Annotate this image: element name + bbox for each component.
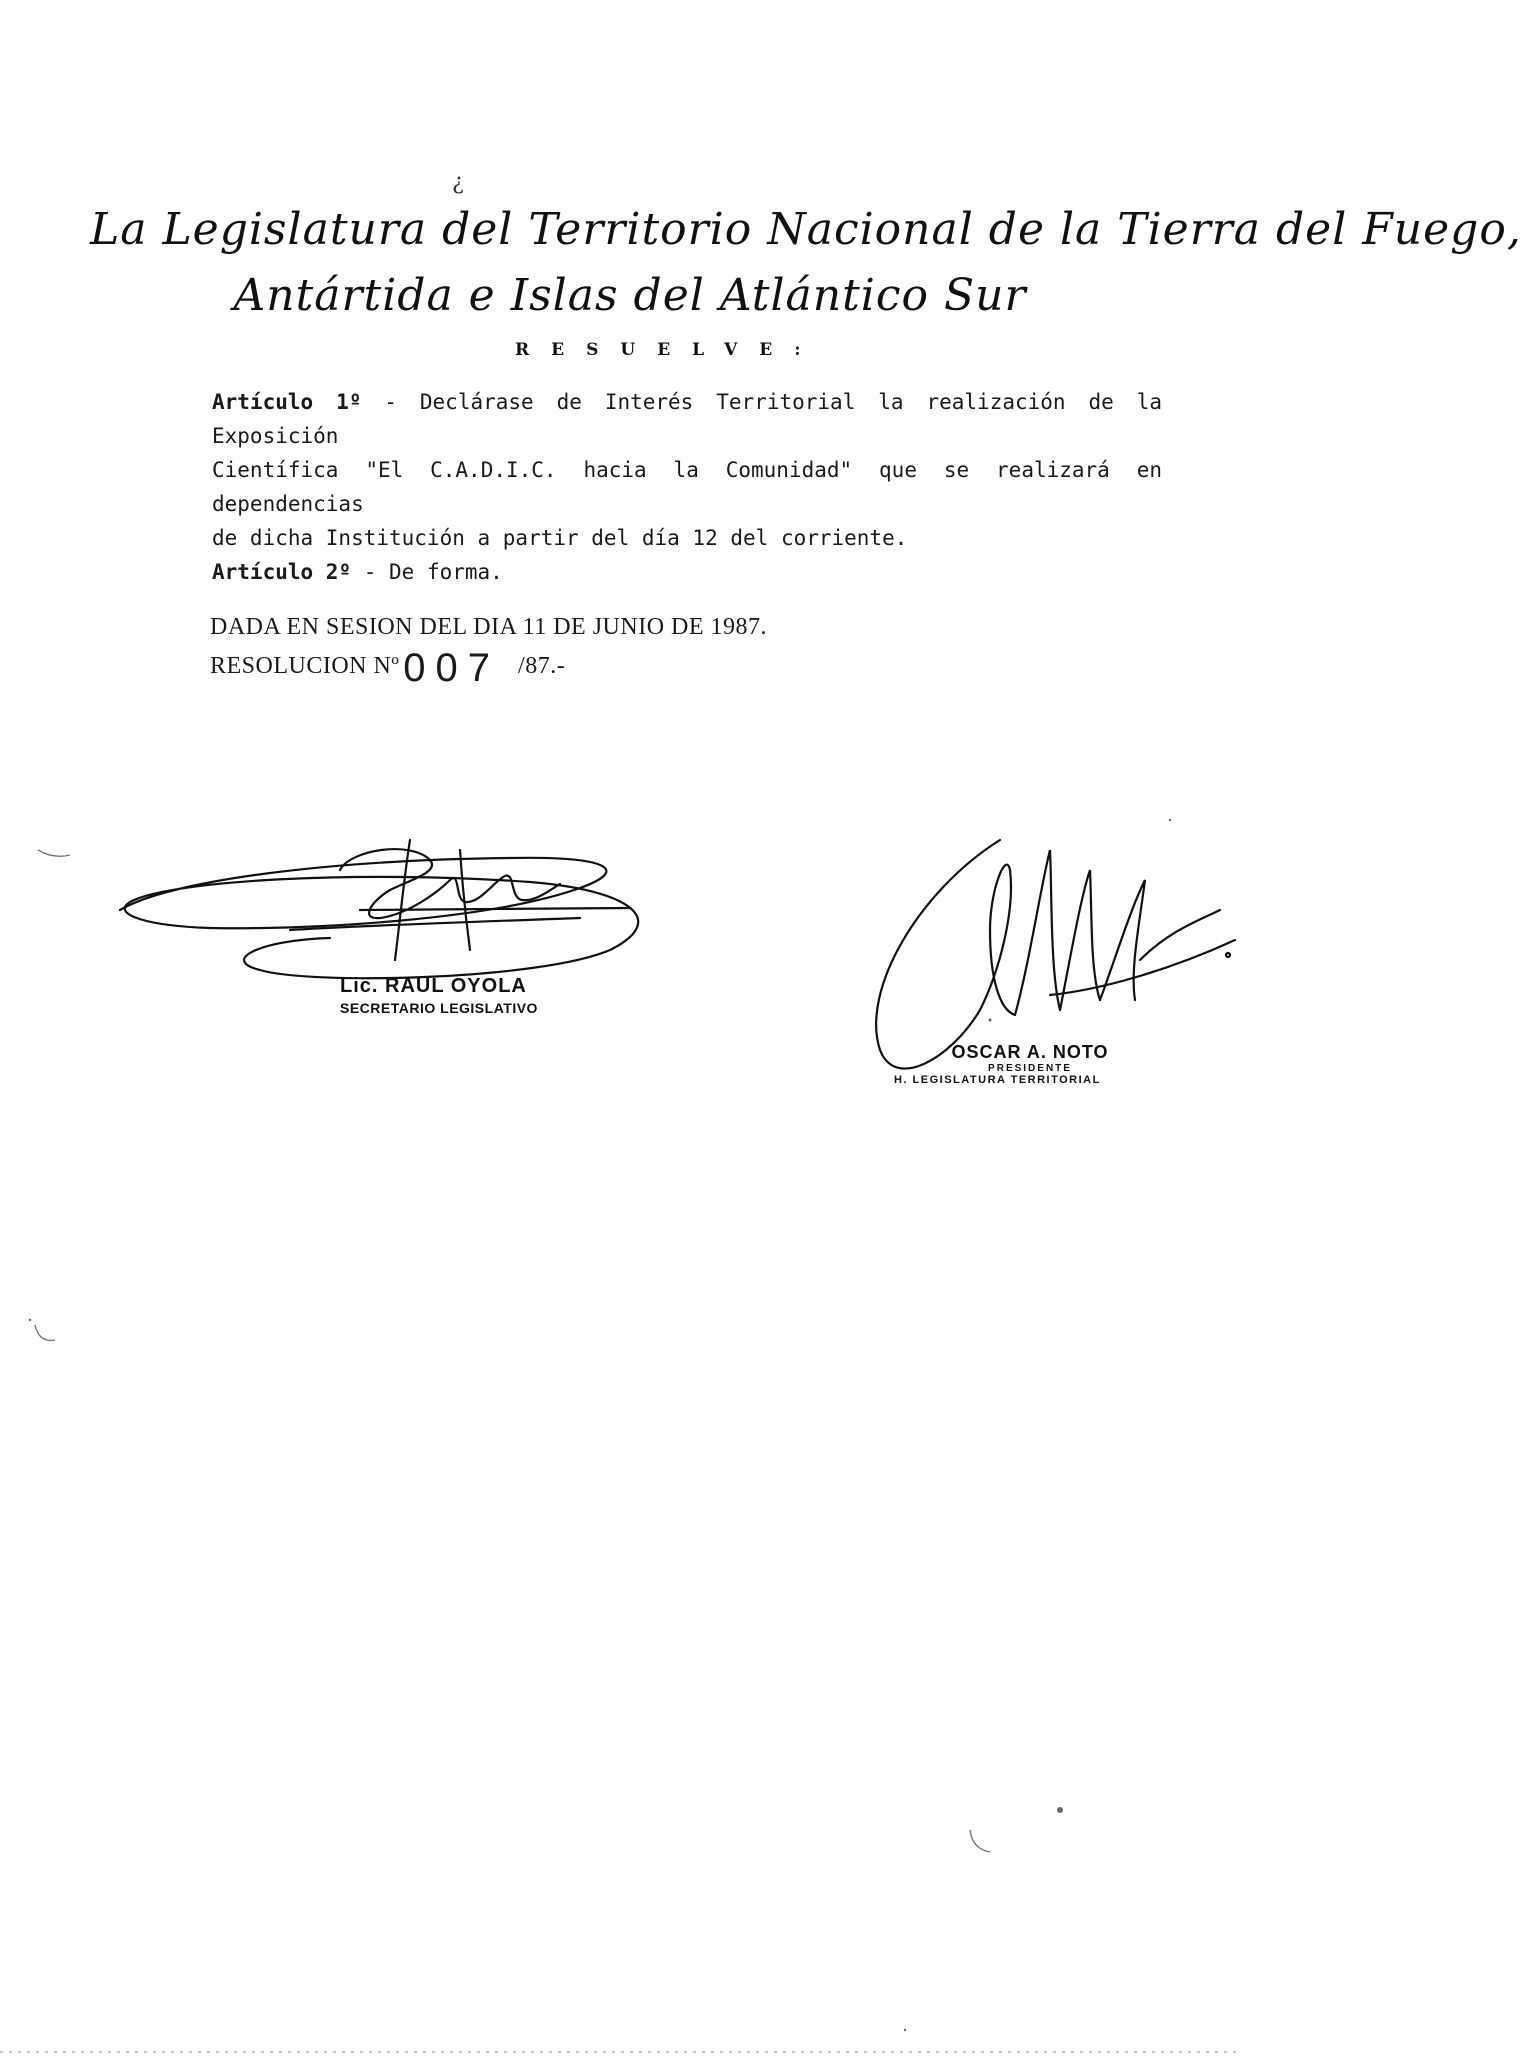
president-role: PRESIDENTE — [988, 1063, 1072, 1074]
president-institution: H. LEGISLATURA TERRITORIAL — [894, 1074, 1101, 1086]
secretary-name: Lic. RAUL OYOLA — [340, 975, 527, 997]
president-name: OSCAR A. NOTO — [951, 1042, 1109, 1062]
secretary-role: SECRETARIO LEGISLATIVO — [340, 1000, 538, 1016]
article-2-text: - De forma. — [363, 560, 503, 584]
article-2-label: Artículo 2º — [212, 560, 352, 584]
letterhead-line-2: Antártida e Islas del Atlántico Sur — [233, 270, 1027, 321]
resuelve-heading: RESUELVE: — [515, 340, 823, 360]
article-1-text-line-1: - Declárase de Interés Territorial la realización de la Exposición — [212, 390, 1162, 448]
article-1-label: Artículo 1º — [212, 390, 362, 414]
resolution-prefix: RESOLUCION Nº — [210, 653, 400, 679]
top-mark: ¿ — [452, 170, 464, 195]
article-1-line-2: Científica "El C.A.D.I.C. hacia la Comunidad" que se realizará en dependencias — [212, 458, 1162, 516]
letterhead-line-1: La Legislatura del Territorio Nacional de la Tierra del Fuego, — [90, 204, 1522, 255]
resolution-number: 007 — [403, 646, 501, 690]
article-1-line-3: de dicha Institución a partir del día 12 del corriente. — [212, 526, 908, 550]
session-date: DADA EN SESION DEL DIA 11 DE JUNIO DE 1987. — [210, 614, 768, 640]
resolution-suffix: /87.- — [518, 653, 566, 679]
